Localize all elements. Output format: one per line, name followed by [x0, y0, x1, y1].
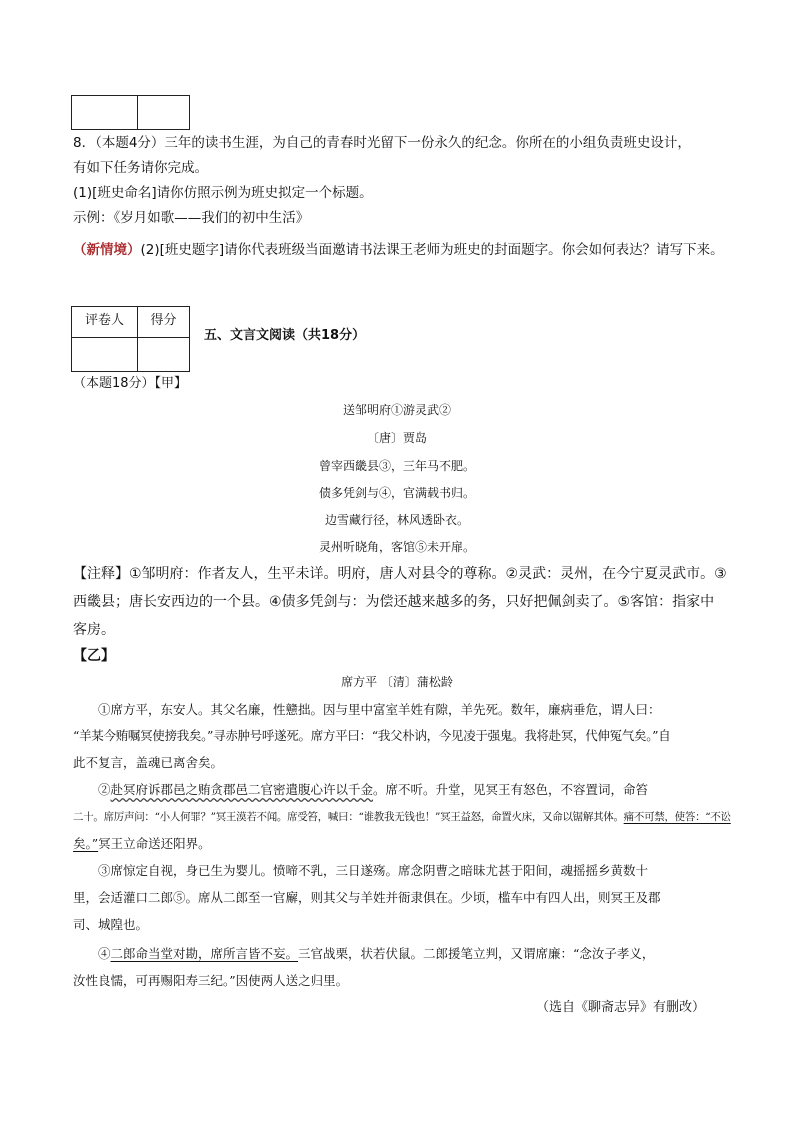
notes-line2: 西畿县；唐长安西边的一个县。④债多凭剑与：为偿还越来越多的务，只好把佩剑卖了。⑤客馆：指家中: [73, 594, 715, 610]
yi-title: 席方平 〔清〕蒲松龄: [341, 675, 453, 689]
p4-underlined: 二郎命当堂对勘，席所言皆不妄。: [110, 946, 299, 961]
p2-wavy-sentence: 赴冥府诉郡邑之贿贪郡邑二官密遣腹心许以千金: [110, 782, 374, 797]
p3-line3: 司、城隍也。: [73, 917, 149, 932]
poem-line-2: 债多凭剑与④，官满载书归。: [318, 486, 475, 500]
score-table-reviewer-cell: [71, 337, 138, 372]
p1-line1: ①席方平，东安人。其父名廉，性戆拙。因与里中富室羊姓有隙，羊先死。数年，廉病垂危，谓人曰：: [98, 702, 661, 717]
p2-line1-rest: 。席不听。升堂，见冥王有怒色，不容置词，命笞: [373, 782, 649, 797]
reviewer-label: 评卷人: [84, 313, 124, 328]
p4-line2: 汝性良懦，可再赐阳寿三纪。”因使两人送之归里。: [73, 973, 349, 988]
section5-subtitle: （本题18分）【甲】: [73, 376, 188, 391]
notes-line1: 【注释】①邹明府：作者友人，生平未详。明府，唐人对县令的尊称。②灵武：灵州，在今宁夏灵武市。③: [73, 566, 727, 582]
p1-line3: 此不复言，盖魂已离舍矣。: [73, 755, 224, 770]
p1-line2: “羊某今贿嘱冥使搒我矣。”寻赤肿号呼遂死。席方平曰：“我父朴讷，今见凌于强鬼。我将赴冥，代伸冤气矣。”自: [73, 728, 671, 743]
notes-line3: 客房。: [73, 622, 115, 638]
q8-intro-line1: 8．（本题4分）三年的读书生涯，为自己的青春时光留下一份永久的纪念。你所在的小组负责班史设计，: [73, 135, 691, 151]
p2-line3-rest: 冥王立命送还阳界。: [98, 836, 211, 851]
poem-line-1: 曾宰西畿县③，三年马不肥。: [318, 459, 475, 473]
yi-label: 【乙】: [73, 648, 115, 664]
poem-title: 送邹明府①游灵武②: [342, 403, 451, 417]
answer-box-right: [137, 95, 190, 130]
p4-number: ④: [98, 946, 111, 961]
p2-number: ②: [98, 782, 111, 797]
p4-line1-rest: 三官战栗，状若伏鼠。二郎援笔立判，又谓席廉：“念汝子孝义，: [298, 946, 655, 961]
score-table-score-header: [137, 306, 190, 338]
source-citation: （选自《聊斋志异》有删改）: [536, 1000, 706, 1015]
q8-example: 示例：《岁月如歌——我们的初中生活》: [73, 210, 310, 226]
p3-line2: 里，会适灌口二郎⑤。席从二郎至一官廨，则其父与羊姓并衙隶俱在。少顷，槛车中有四人出，则冥王及郡: [73, 890, 661, 905]
q8-task2-row: [73, 238, 724, 262]
section5-title: 五、文言文阅读（共18分）: [204, 328, 366, 343]
q8-intro-line2: 有如下任务请你完成。: [73, 160, 208, 176]
poem-line-3: 边雪藏行径，林风透卧衣。: [324, 513, 469, 527]
score-table-score-cell: [137, 337, 190, 372]
p2-line2-text: 二十。席厉声问：“小人何罪？”冥王漠若不闻。席受笞，喊曰：“谁教我无钱也！”冥王益怒，命置火床，又命以锯解其体。: [73, 811, 624, 823]
answer-box-left: [71, 95, 138, 130]
poem-line-4: 灵州听晓角，客馆⑤未开扉。: [318, 540, 475, 554]
p3-line1: ③席惊定自视，身已生为婴儿。愤啼不乳，三日遂殇。席念阴曹之暗昧尤甚于阳间，魂摇摇乡黄数十: [98, 863, 649, 878]
p2-underlined-end: 矣。”: [73, 836, 99, 851]
p2-underlined-start: 痛不可禁，使答：“不讼: [623, 811, 731, 823]
p2-line1: [73, 777, 723, 803]
p2-line3: [73, 831, 723, 857]
p2-line2: [73, 804, 731, 830]
new-context-tag: （新情境）: [73, 242, 141, 258]
score-table-reviewer-header: [71, 306, 138, 338]
p4-line1: [73, 941, 723, 967]
q8-task1: (1)[班史命名]请你仿照示例为班史拟定一个标题。: [73, 185, 373, 201]
poem-author: 〔唐〕贾岛: [366, 431, 427, 445]
score-label: 得分: [150, 313, 177, 328]
q8-task2: (2)[班史题字]请你代表班级当面邀请书法课王老师为班史的封面题字。你会如何表达？请写下来。: [140, 242, 724, 258]
